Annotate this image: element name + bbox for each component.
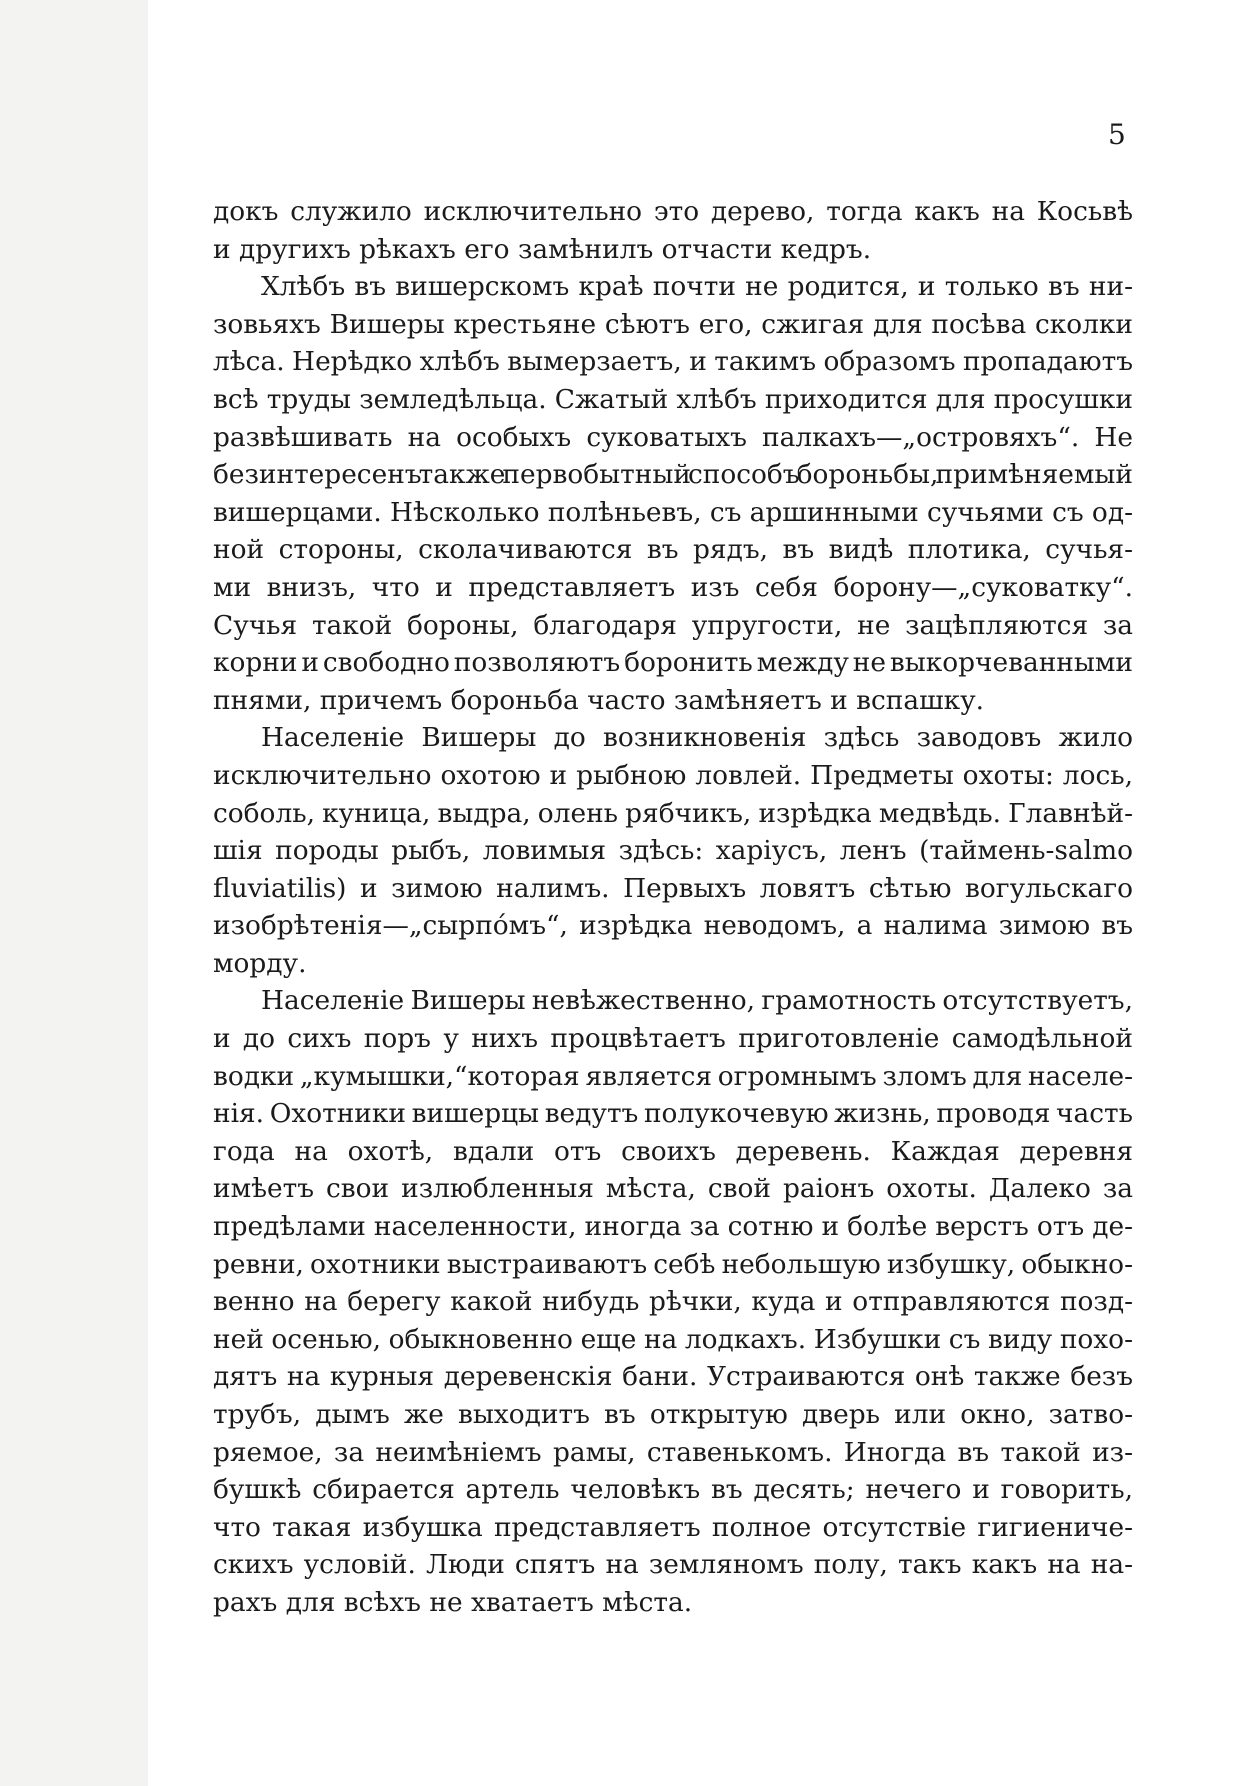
paragraph-2	[213, 268, 1133, 719]
text-line: корни и свободно позволяютъ боронить между не выкорчеванными	[213, 647, 1133, 679]
text-line: исключительно охотою и рыбною ловлей. Предметы охоты: лось,	[213, 759, 1133, 791]
text-line: соболь, куница, выдра, олень рябчикъ, изрѣдка медвѣдь. Главнѣй-	[213, 797, 1133, 829]
text-line: Сучья такой бороны, благодаря упругости, не зацѣпляются за	[213, 609, 1133, 641]
text-line: рахъ для всѣхъ не хватаетъ мѣста.	[213, 1586, 693, 1618]
text-line: трубъ, дымъ же выходитъ въ открытую дверь или окно, затво-	[213, 1399, 1133, 1430]
text-line: Хлѣбъ въ вишерскомъ краѣ почти не родится, и только въ ни-	[261, 271, 1133, 303]
text-line: пнями, причемъ бороньба часто замѣняетъ и вспашку.	[213, 684, 985, 716]
text-line: вишерцами. Нѣсколько полѣньевъ, съ аршинными сучьями съ од-	[213, 496, 1133, 528]
body-text	[213, 193, 1133, 1622]
paragraph-4	[213, 982, 1133, 1621]
text-line: изобрѣтенія—„сырпо́мъ“, изрѣдка неводомъ, а налима зимою въ	[213, 910, 1133, 942]
text-line: зовьяхъ Вишеры крестьяне сѣютъ его, сжигая для посѣва сколки	[213, 308, 1133, 340]
text-line: Населеніе Вишеры невѣжественно, грамотность отсутствуетъ,	[261, 985, 1133, 1017]
text-line: венно на берегу какой нибудь рѣчки, куда и отправляются позд-	[213, 1286, 1133, 1318]
text-line: развѣшивать на особыхъ суковатыхъ палкахъ—„островяхъ“. Не	[213, 421, 1133, 453]
text-line: Населеніе Вишеры до возникновенія здѣсь заводовъ жило	[261, 722, 1133, 754]
paragraph-3	[213, 719, 1133, 982]
text-line: предѣлами населенности, иногда за сотню и болѣе верстъ отъ де-	[213, 1211, 1133, 1243]
text-line: скихъ условій. Люди спятъ на земляномъ полу, такъ какъ на на-	[213, 1549, 1133, 1581]
text-line: нія. Охотники вишерцы ведутъ полукочевую жизнь, проводя часть	[213, 1098, 1133, 1130]
text-line: лѣса. Нерѣдко хлѣбъ вымерзаетъ, и такимъ образомъ пропадаютъ	[213, 346, 1133, 378]
paragraph-1	[213, 193, 1133, 268]
text-line: водки „кумышки,“которая является огромнымъ зломъ для населе-	[213, 1060, 1133, 1092]
text-line: имѣетъ свои излюбленныя мѣста, свой раіонъ охоты. Далеко за	[213, 1173, 1133, 1205]
text-line: ми внизъ, что и представляетъ изъ себя борону—„суковатку“.	[213, 571, 1133, 603]
text-line: ревни, охотники выстраиваютъ себѣ небольшую избушку, обыкно-	[213, 1248, 1133, 1280]
text-line: и другихъ рѣкахъ его замѣнилъ отчасти кедръ.	[213, 233, 872, 265]
text-line: безинтересенъ также первобытный способъ бороньбы, примѣняемый	[213, 459, 1133, 491]
text-line: дятъ на курныя деревенскія бани. Устраиваются онѣ также безъ	[213, 1361, 1133, 1393]
text-line: бушкѣ сбирается артель человѣкъ въ десять; нечего и говорить,	[213, 1474, 1133, 1506]
text-line: ряемое, за неимѣніемъ рамы, ставенькомъ. Иногда въ такой из-	[213, 1436, 1133, 1468]
text-line: что такая избушка представляетъ полное отсутствіе гигиениче-	[213, 1511, 1133, 1543]
text-line: шія породы рыбъ, ловимыя здѣсь: харіусъ, ленъ (таймень-salmo	[213, 835, 1133, 867]
text-line: докъ служило исключительно это дерево, тогда какъ на Косьвѣ	[213, 196, 1133, 227]
text-line: ной стороны, сколачиваются въ рядъ, въ видѣ плотика, сучья-	[213, 534, 1133, 566]
text-line: и до сихъ поръ у нихъ процвѣтаетъ приготовленіе самодѣльной	[213, 1023, 1133, 1055]
text-line: года на охотѣ, вдали отъ своихъ деревень. Каждая деревня	[213, 1135, 1133, 1167]
text-line: всѣ труды земледѣльца. Сжатый хлѣбъ приходится для просушки	[213, 383, 1133, 415]
page-number: 5	[1108, 118, 1126, 151]
text-line: fluviatilis) и зимою налимъ. Первыхъ ловятъ сѣтью вогульскаго	[213, 872, 1133, 904]
text-line: ней осенью, обыкновенно еще на лодкахъ. Избушки съ виду похо-	[213, 1323, 1133, 1355]
text-line: морду.	[213, 947, 307, 979]
